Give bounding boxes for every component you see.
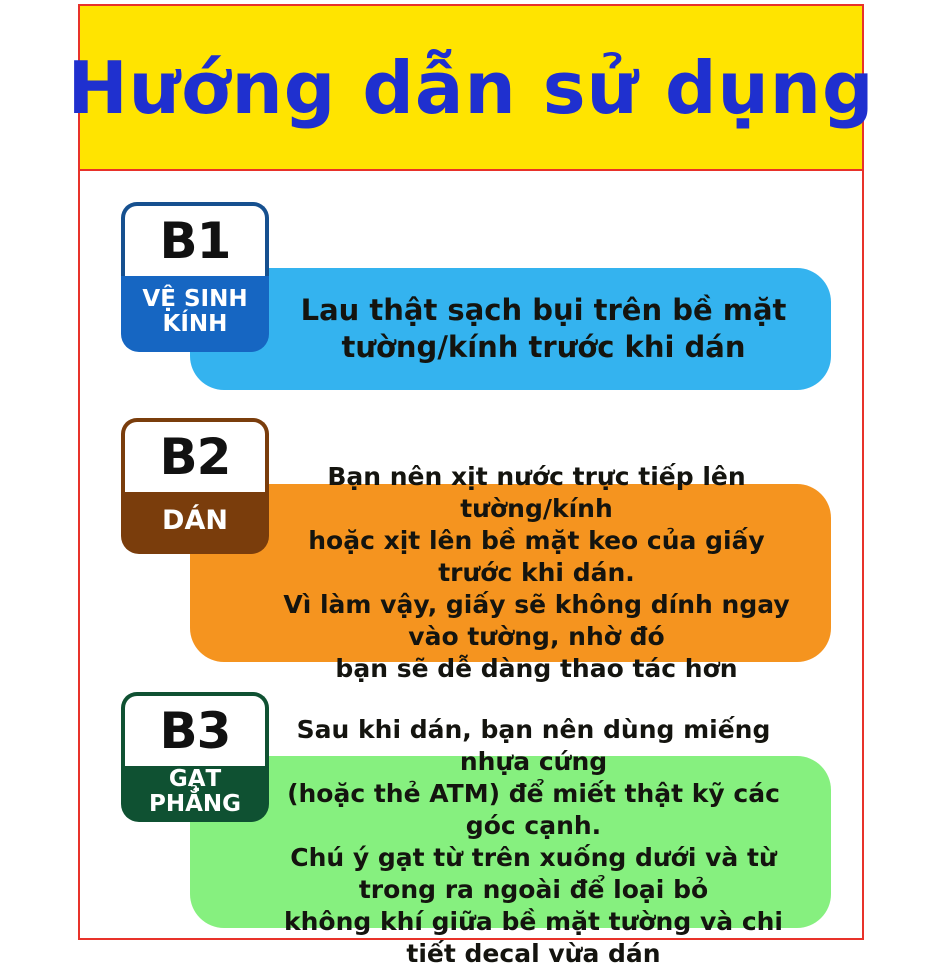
step-b1-text	[209, 286, 813, 372]
step-b3-text-line-3: Chú ý gạt từ trên xuống dưới và từ trong ra ngoài để loại bỏ	[290, 843, 777, 904]
step-b3-badge	[121, 692, 269, 822]
step-b3-text-line-4: không khí giữa bề mặt tường và chi tiết decal vừa dán	[283, 907, 784, 968]
step-b2-text-line-2: hoặc xịt lên bề mặt keo của giấy trước khi dán.	[308, 526, 765, 587]
step-b2	[80, 404, 862, 683]
step-b1-body	[190, 268, 831, 390]
step-b2-label-line-1: DÁN	[162, 505, 228, 537]
step-b2-code: B2	[121, 418, 269, 492]
step-b2-text-line-3: Vì làm vậy, giấy sẽ không dính ngay vào tường, nhờ đó	[283, 590, 790, 651]
step-b1-label-line-1: VỆ SINH	[142, 286, 248, 313]
poster-header	[67, 6, 875, 171]
step-b2-body	[190, 462, 831, 683]
step-b3-text-line-1: Sau khi dán, bạn nên dùng miếng nhựa cứng	[296, 715, 771, 776]
step-b1-code: B1	[121, 202, 269, 276]
step-b3-text-line-2: (hoặc thẻ ATM) để miết thật kỹ các góc cạnh.	[287, 779, 780, 840]
step-b3-text	[190, 708, 831, 976]
step-b1	[80, 186, 862, 401]
steps-container	[80, 172, 862, 968]
step-b3-label-line-1: GẠT PHẲNG	[148, 766, 242, 817]
instruction-poster	[67, 4, 875, 968]
step-b3-code: B3	[121, 692, 269, 766]
step-b2-text-line-4: bạn sẽ dễ dàng thao tác hơn	[335, 654, 738, 683]
step-b2-text-line-1: Bạn nên xịt nước trực tiếp lên tường/kính	[327, 462, 746, 523]
step-b3	[80, 680, 862, 968]
step-b2-text	[190, 455, 831, 691]
step-b2-label	[121, 492, 269, 554]
step-b1-label	[121, 276, 269, 352]
step-b2-badge	[121, 418, 269, 554]
step-b1-label-line-2: KÍNH	[162, 311, 228, 337]
step-b3-body	[190, 715, 831, 968]
step-b3-label	[121, 766, 269, 822]
step-b1-badge	[121, 202, 269, 352]
step-b1-text-line-2: tường/kính trước khi dán	[341, 330, 746, 364]
step-b1-text-line-1: Lau thật sạch bụi trên bề mặt	[300, 292, 787, 327]
page-title: Hướng dẫn sử dụng	[67, 45, 875, 130]
